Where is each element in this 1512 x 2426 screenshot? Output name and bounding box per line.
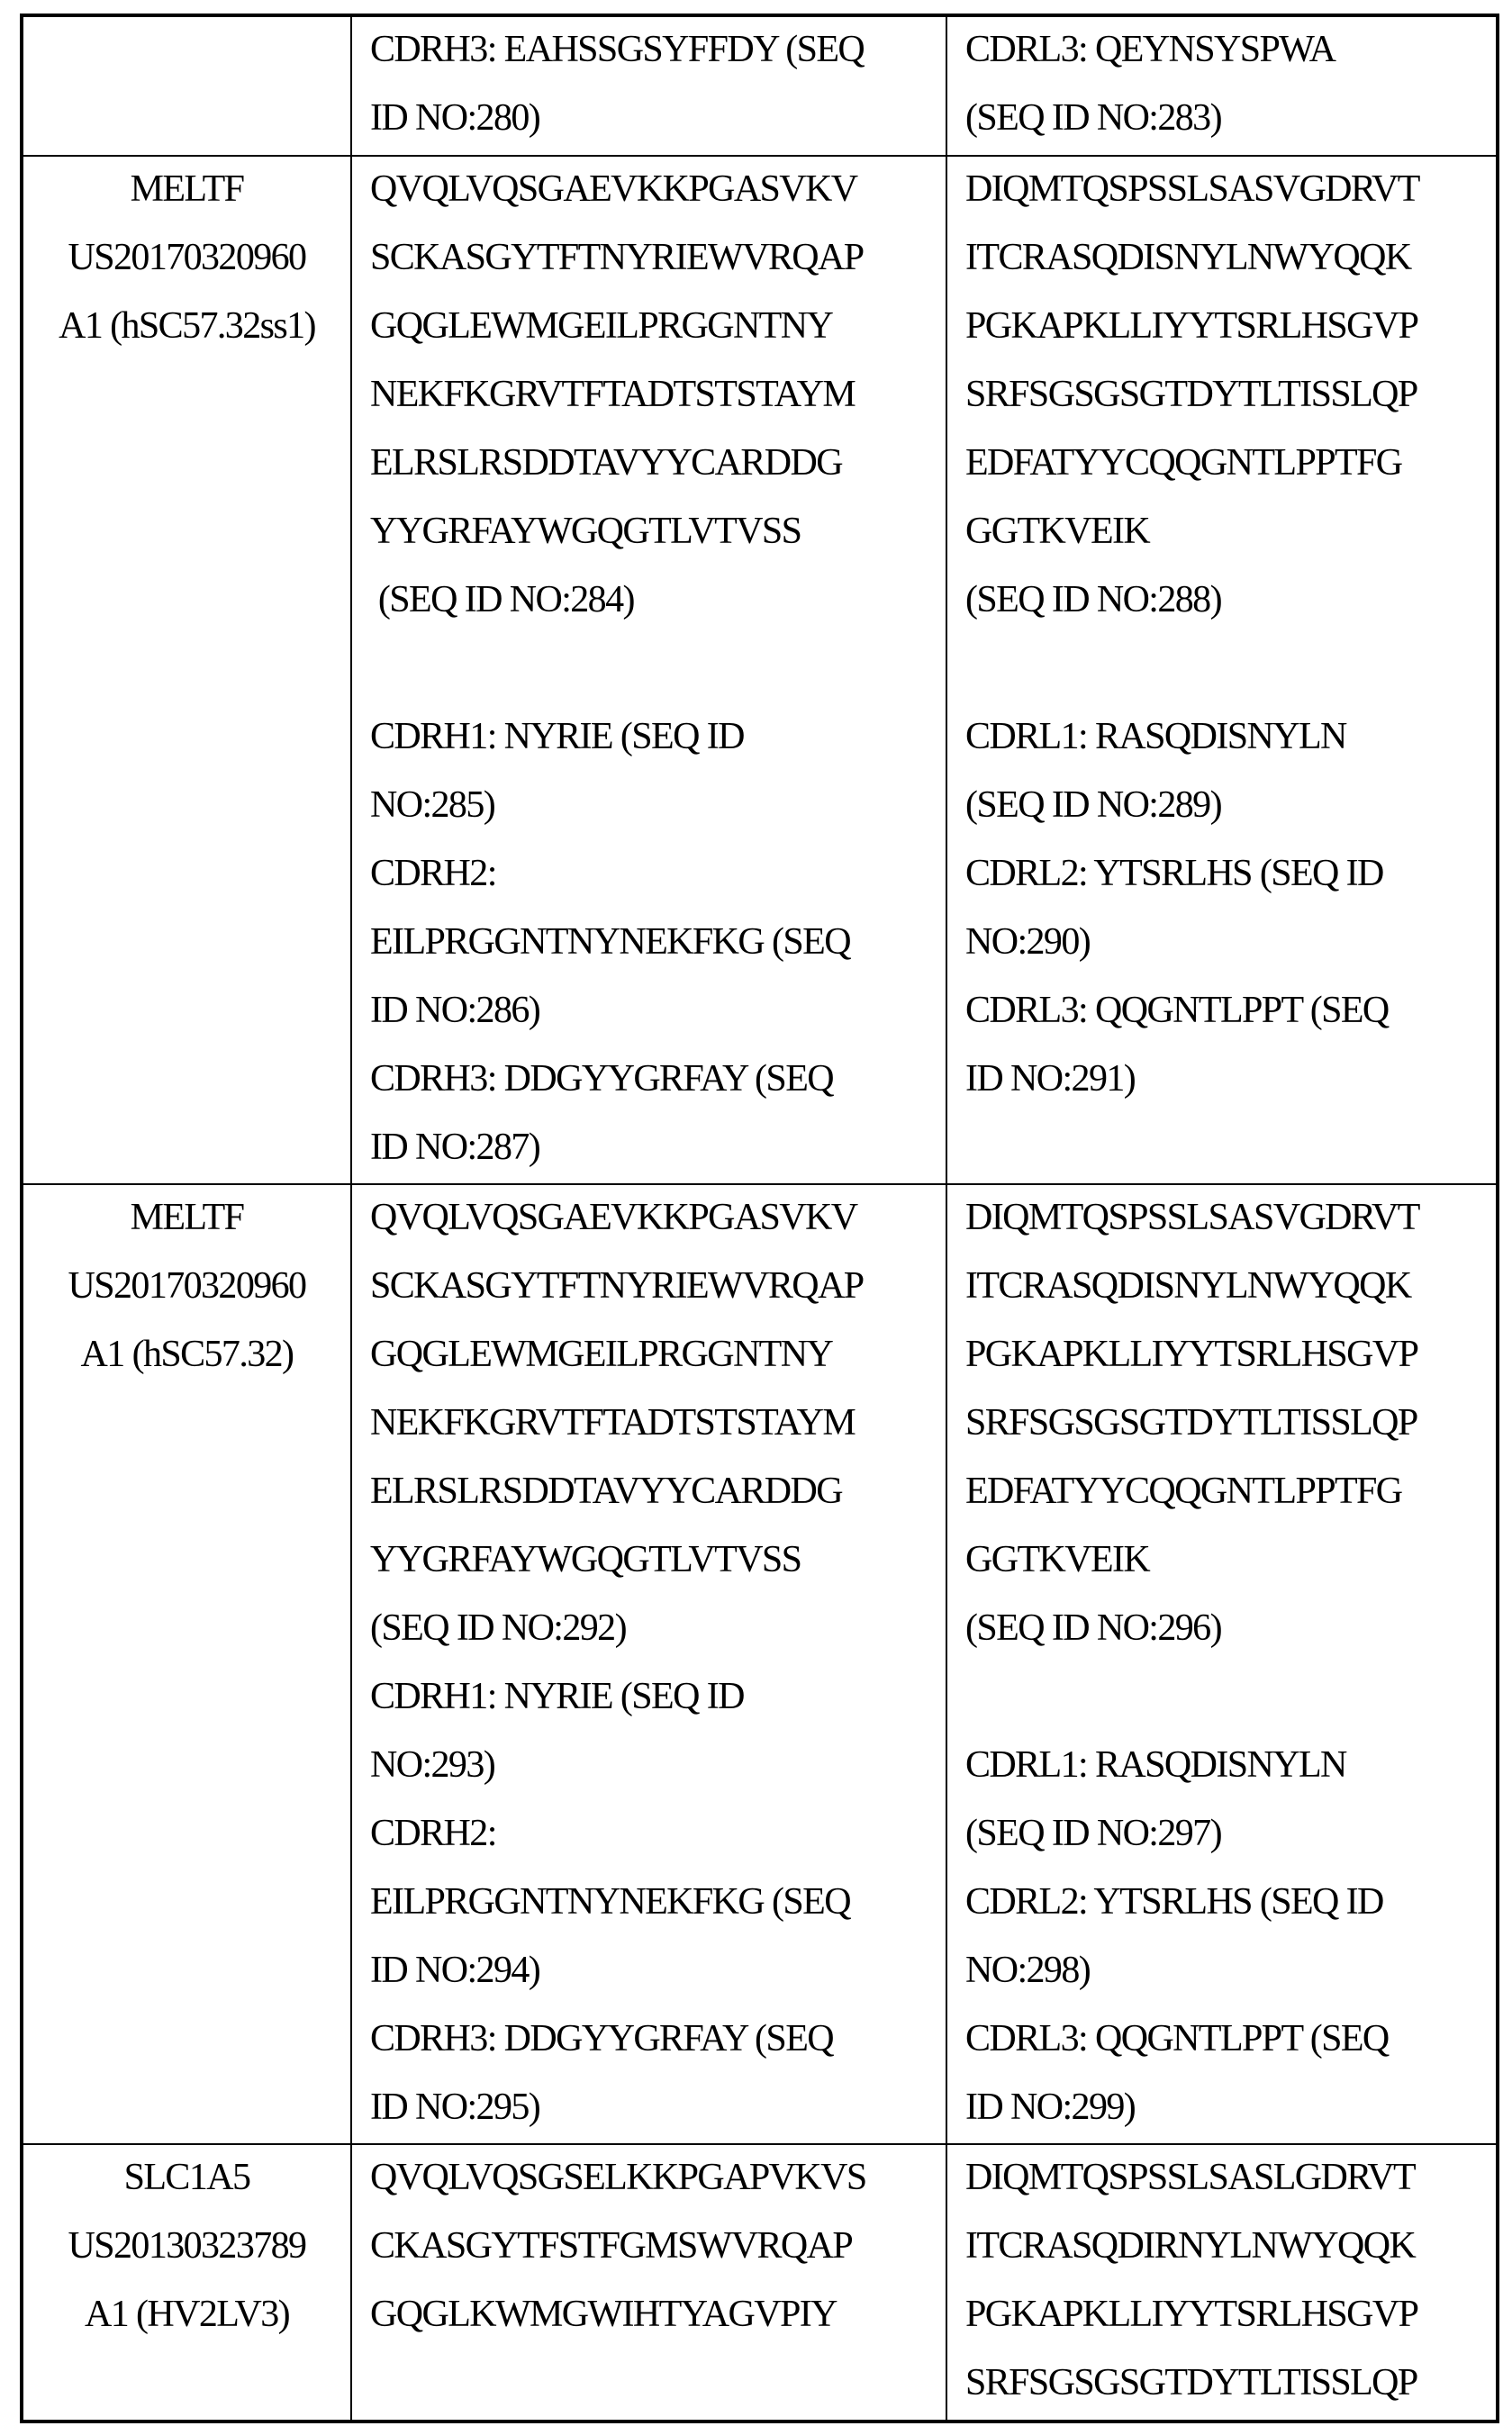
heavy-chain-line: NEKFKGRVTFTADTSTSTAYM (370, 1402, 856, 1444)
heavy-chain-line: CDRH3: DDGYYGRFAY (SEQ (370, 1058, 833, 1100)
heavy-chain-line: CDRH3: DDGYYGRFAY (SEQ (370, 2018, 833, 2059)
light-chain-line: (SEQ ID NO:283) (965, 97, 1221, 139)
light-chain-line: SRFSGSGSGTDYTLTISSLQP (965, 2362, 1417, 2403)
target-text-line: US20170320960 (68, 1265, 306, 1307)
light-chain-line: SRFSGSGSGTDYTLTISSLQP (965, 1402, 1417, 1444)
heavy-chain-cell (351, 156, 946, 1184)
target-text-line: MELTF (130, 168, 244, 210)
light-chain-line: CDRL3: QEYNSYSPWA (965, 29, 1335, 70)
heavy-chain-line: SCKASGYTFTNYRIEWVRQAP (370, 237, 864, 278)
heavy-chain-cell (351, 1184, 946, 2144)
light-chain-line: SRFSGSGSGTDYTLTISSLQP (965, 374, 1417, 415)
light-chain-cell (946, 15, 1498, 156)
light-chain-line: (SEQ ID NO:297) (965, 1813, 1221, 1854)
light-chain-line: PGKAPKLLIYYTSRLHSGVP (965, 305, 1418, 347)
heavy-chain-line: ID NO:280) (370, 97, 540, 139)
target-text-line: A1 (HV2LV3) (85, 2294, 289, 2335)
heavy-chain-line: SCKASGYTFTNYRIEWVRQAP (370, 1265, 864, 1307)
light-chain-cell (946, 156, 1498, 1184)
light-chain-line: CDRL1: RASQDISNYLN (965, 716, 1346, 757)
light-chain-line: CDRL3: QQGNTLPPT (SEQ (965, 2018, 1389, 2059)
heavy-chain-line: EILPRGGNTNYNEKFKG (SEQ (370, 921, 850, 963)
heavy-chain-line: QVQLVQSGAEVKKPGASVKV (370, 1197, 857, 1238)
light-chain-cell (946, 2144, 1498, 2421)
target-cell (22, 1184, 351, 2144)
light-chain-line (965, 634, 1496, 702)
heavy-chain-line: ID NO:294) (370, 1950, 540, 1991)
light-chain-line: ID NO:299) (965, 2087, 1136, 2128)
heavy-chain-line: CDRH1: NYRIE (SEQ ID (370, 1676, 744, 1717)
light-chain-line: NO:290) (965, 921, 1091, 963)
heavy-chain-cell (351, 15, 946, 156)
light-chain-line: (SEQ ID NO:296) (965, 1607, 1221, 1649)
light-chain-line: EDFATYYCQQGNTLPPTFG (965, 1471, 1402, 1512)
light-chain-line: PGKAPKLLIYYTSRLHSGVP (965, 2294, 1418, 2335)
heavy-chain-line: ELRSLRSDDTAVYYCARDDG (370, 442, 842, 484)
heavy-chain-line: (SEQ ID NO:284) (370, 579, 634, 620)
light-chain-line: ITCRASQDIRNYLNWYQQK (965, 2225, 1416, 2267)
light-chain-line: CDRL2: YTSRLHS (SEQ ID (965, 853, 1383, 894)
target-text-line: US20130323789 (68, 2225, 306, 2267)
heavy-chain-line (370, 634, 946, 702)
target-text-line: MELTF (130, 1197, 244, 1238)
heavy-chain-line: CDRH1: NYRIE (SEQ ID (370, 716, 744, 757)
heavy-chain-line: ID NO:295) (370, 2087, 540, 2128)
target-text-line: A1 (hSC57.32) (80, 1334, 294, 1375)
target-cell (22, 2144, 351, 2421)
heavy-chain-line: NO:293) (370, 1744, 495, 1786)
heavy-chain-line: ELRSLRSDDTAVYYCARDDG (370, 1471, 842, 1512)
light-chain-line: DIQMTQSPSSLSASVGDRVT (965, 1197, 1419, 1238)
heavy-chain-line: QVQLVQSGSELKKPGAPVKVS (370, 2157, 866, 2198)
heavy-chain-line: ID NO:287) (370, 1127, 540, 1168)
target-text-line: SLC1A5 (123, 2157, 250, 2198)
heavy-chain-line: CDRH2: (370, 1813, 496, 1854)
heavy-chain-cell (351, 2144, 946, 2421)
light-chain-line: GGTKVEIK (965, 511, 1150, 552)
heavy-chain-line: NO:285) (370, 784, 495, 826)
target-text-line: US20170320960 (68, 237, 306, 278)
heavy-chain-line: YYGRFAYWGQGTLVTVSS (370, 511, 801, 552)
heavy-chain-line: (SEQ ID NO:292) (370, 1607, 626, 1649)
light-chain-cell (946, 1184, 1498, 2144)
light-chain-line: CDRL1: RASQDISNYLN (965, 1744, 1346, 1786)
table-row (22, 15, 1498, 156)
target-cell (22, 156, 351, 1184)
table-row (22, 1184, 1498, 2144)
heavy-chain-line: GQGLKWMGWIHTYAGVPIY (370, 2294, 837, 2335)
heavy-chain-line: GQGLEWMGEILPRGGNTNY (370, 305, 833, 347)
table-row (22, 156, 1498, 1184)
light-chain-line: GGTKVEIK (965, 1539, 1150, 1580)
heavy-chain-line: QVQLVQSGAEVKKPGASVKV (370, 168, 857, 210)
heavy-chain-line: ID NO:286) (370, 990, 540, 1031)
heavy-chain-line: EILPRGGNTNYNEKFKG (SEQ (370, 1881, 850, 1923)
light-chain-line: PGKAPKLLIYYTSRLHSGVP (965, 1334, 1418, 1375)
light-chain-line (965, 1662, 1496, 1731)
heavy-chain-line: NEKFKGRVTFTADTSTSTAYM (370, 374, 856, 415)
light-chain-line: (SEQ ID NO:289) (965, 784, 1221, 826)
light-chain-line: DIQMTQSPSSLSASVGDRVT (965, 168, 1419, 210)
heavy-chain-line: CDRH2: (370, 853, 496, 894)
light-chain-line: NO:298) (965, 1950, 1091, 1991)
heavy-chain-line: CKASGYTFSTFGMSWVRQAP (370, 2225, 853, 2267)
heavy-chain-line: CDRH3: EAHSSGSYFFDY (SEQ (370, 29, 865, 70)
light-chain-line: ID NO:291) (965, 1058, 1136, 1100)
light-chain-line: DIQMTQSPSSLSASLGDRVT (965, 2157, 1416, 2198)
target-cell (22, 15, 351, 156)
heavy-chain-line: YYGRFAYWGQGTLVTVSS (370, 1539, 801, 1580)
light-chain-line: ITCRASQDISNYLNWYQQK (965, 237, 1411, 278)
light-chain-line: EDFATYYCQQGNTLPPTFG (965, 442, 1402, 484)
light-chain-line: CDRL2: YTSRLHS (SEQ ID (965, 1881, 1383, 1923)
light-chain-line: ITCRASQDISNYLNWYQQK (965, 1265, 1411, 1307)
table-row (22, 2144, 1498, 2421)
light-chain-line: (SEQ ID NO:288) (965, 579, 1221, 620)
target-text-line: A1 (hSC57.32ss1) (59, 305, 315, 347)
heavy-chain-line: GQGLEWMGEILPRGGNTNY (370, 1334, 833, 1375)
light-chain-line: CDRL3: QQGNTLPPT (SEQ (965, 990, 1389, 1031)
antibody-sequence-table (20, 14, 1499, 2423)
